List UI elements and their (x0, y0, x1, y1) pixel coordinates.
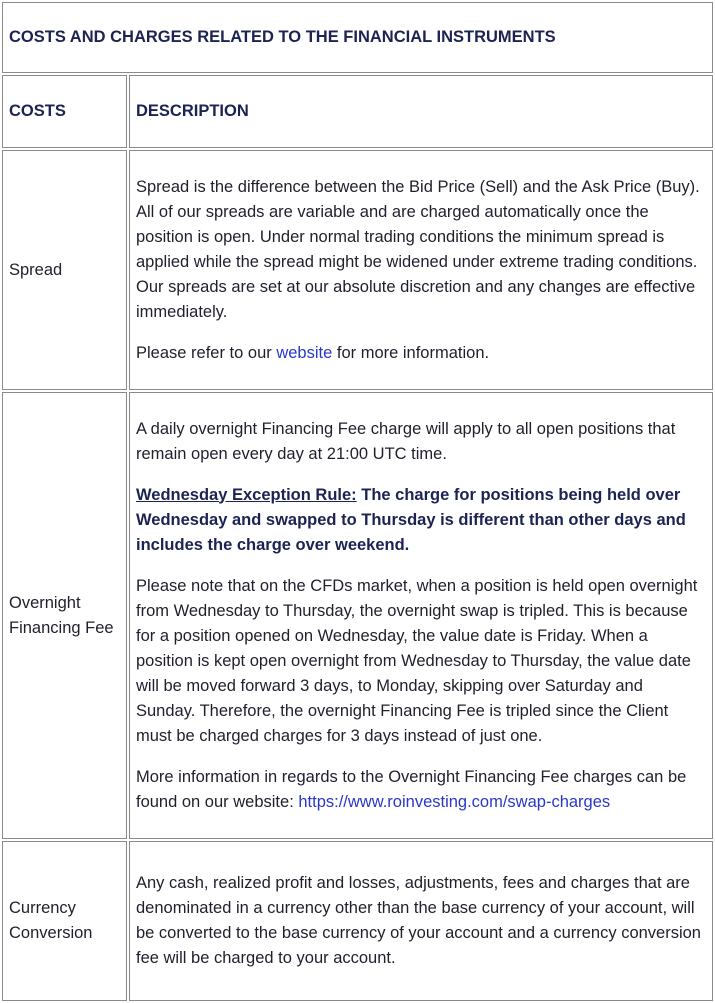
overnight-paragraph-3: Please note that on the CFDs market, when a position is held open overnight from Wednesday to Thursday, the overnight swap is tripled. This is because for a position opened on Wednesday, the value date is Friday. When a position is kept open overnight from Wednesday to Thursday, the value date will be moved forward 3 days, to Monday, skipping over Saturday and Sunday. Therefore, the overnight Financing Fee is tripled since the Client must be charged charges for 3 days instead of just one. (136, 576, 698, 745)
table-row-overnight (2, 392, 713, 839)
table-title: COSTS AND CHARGES RELATED TO THE FINANCIAL INSTRUMENTS (2, 2, 713, 73)
wednesday-rule-title: Wednesday Exception Rule: (136, 485, 357, 504)
table-row-spread (2, 150, 713, 390)
wednesday-rule-text: The charge for positions being held over Wednesday and swapped to Thursday is different than other days and includes the charge over weekend. (136, 485, 686, 554)
website-link[interactable]: website (276, 343, 333, 362)
table-title-row (2, 2, 713, 73)
spread-refer-paragraph (136, 341, 706, 366)
wednesday-rule-paragraph (136, 483, 706, 558)
cost-label-currency: Currency Conversion (2, 841, 127, 1001)
description-spread (129, 150, 713, 390)
cost-label-overnight: Overnight Financing Fee (2, 392, 127, 839)
description-overnight (129, 392, 713, 839)
header-costs: COSTS (2, 75, 127, 148)
description-currency (129, 841, 713, 1001)
table-row-currency (2, 841, 713, 1001)
overnight-paragraph-4 (136, 765, 706, 815)
spread-refer-suffix: for more information. (332, 343, 490, 362)
overnight-more-info-text: More information in regards to the Overnight Financing Fee charges can be found on our website: (136, 767, 687, 811)
cost-label-spread: Spread (2, 150, 127, 390)
currency-paragraph: Any cash, realized profit and losses, adjustments, fees and charges that are denominated in a currency other than the base currency of your account, will be converted to the base currency of your account and a currency conversion fee will be charged to your account. (136, 874, 701, 967)
spread-refer-text: Please refer to our (136, 343, 277, 362)
overnight-paragraph-1: A daily overnight Financing Fee charge will apply to all open positions that remain open every day at 21:00 UTC time. (136, 419, 676, 463)
swap-charges-link[interactable]: https://www.roinvesting.com/swap-charges (298, 792, 611, 811)
spread-paragraph: Spread is the difference between the Bid Price (Sell) and the Ask Price (Buy). All of our spreads are variable and are charged automatically once the position is open. Under normal trading conditions the minimum spread is applied while the spread might be widened under extreme trading conditions. Our spreads are set at our absolute discretion and any changes are effective immediately. (136, 177, 700, 321)
table-header-row (2, 75, 713, 148)
header-description: DESCRIPTION (129, 75, 713, 148)
